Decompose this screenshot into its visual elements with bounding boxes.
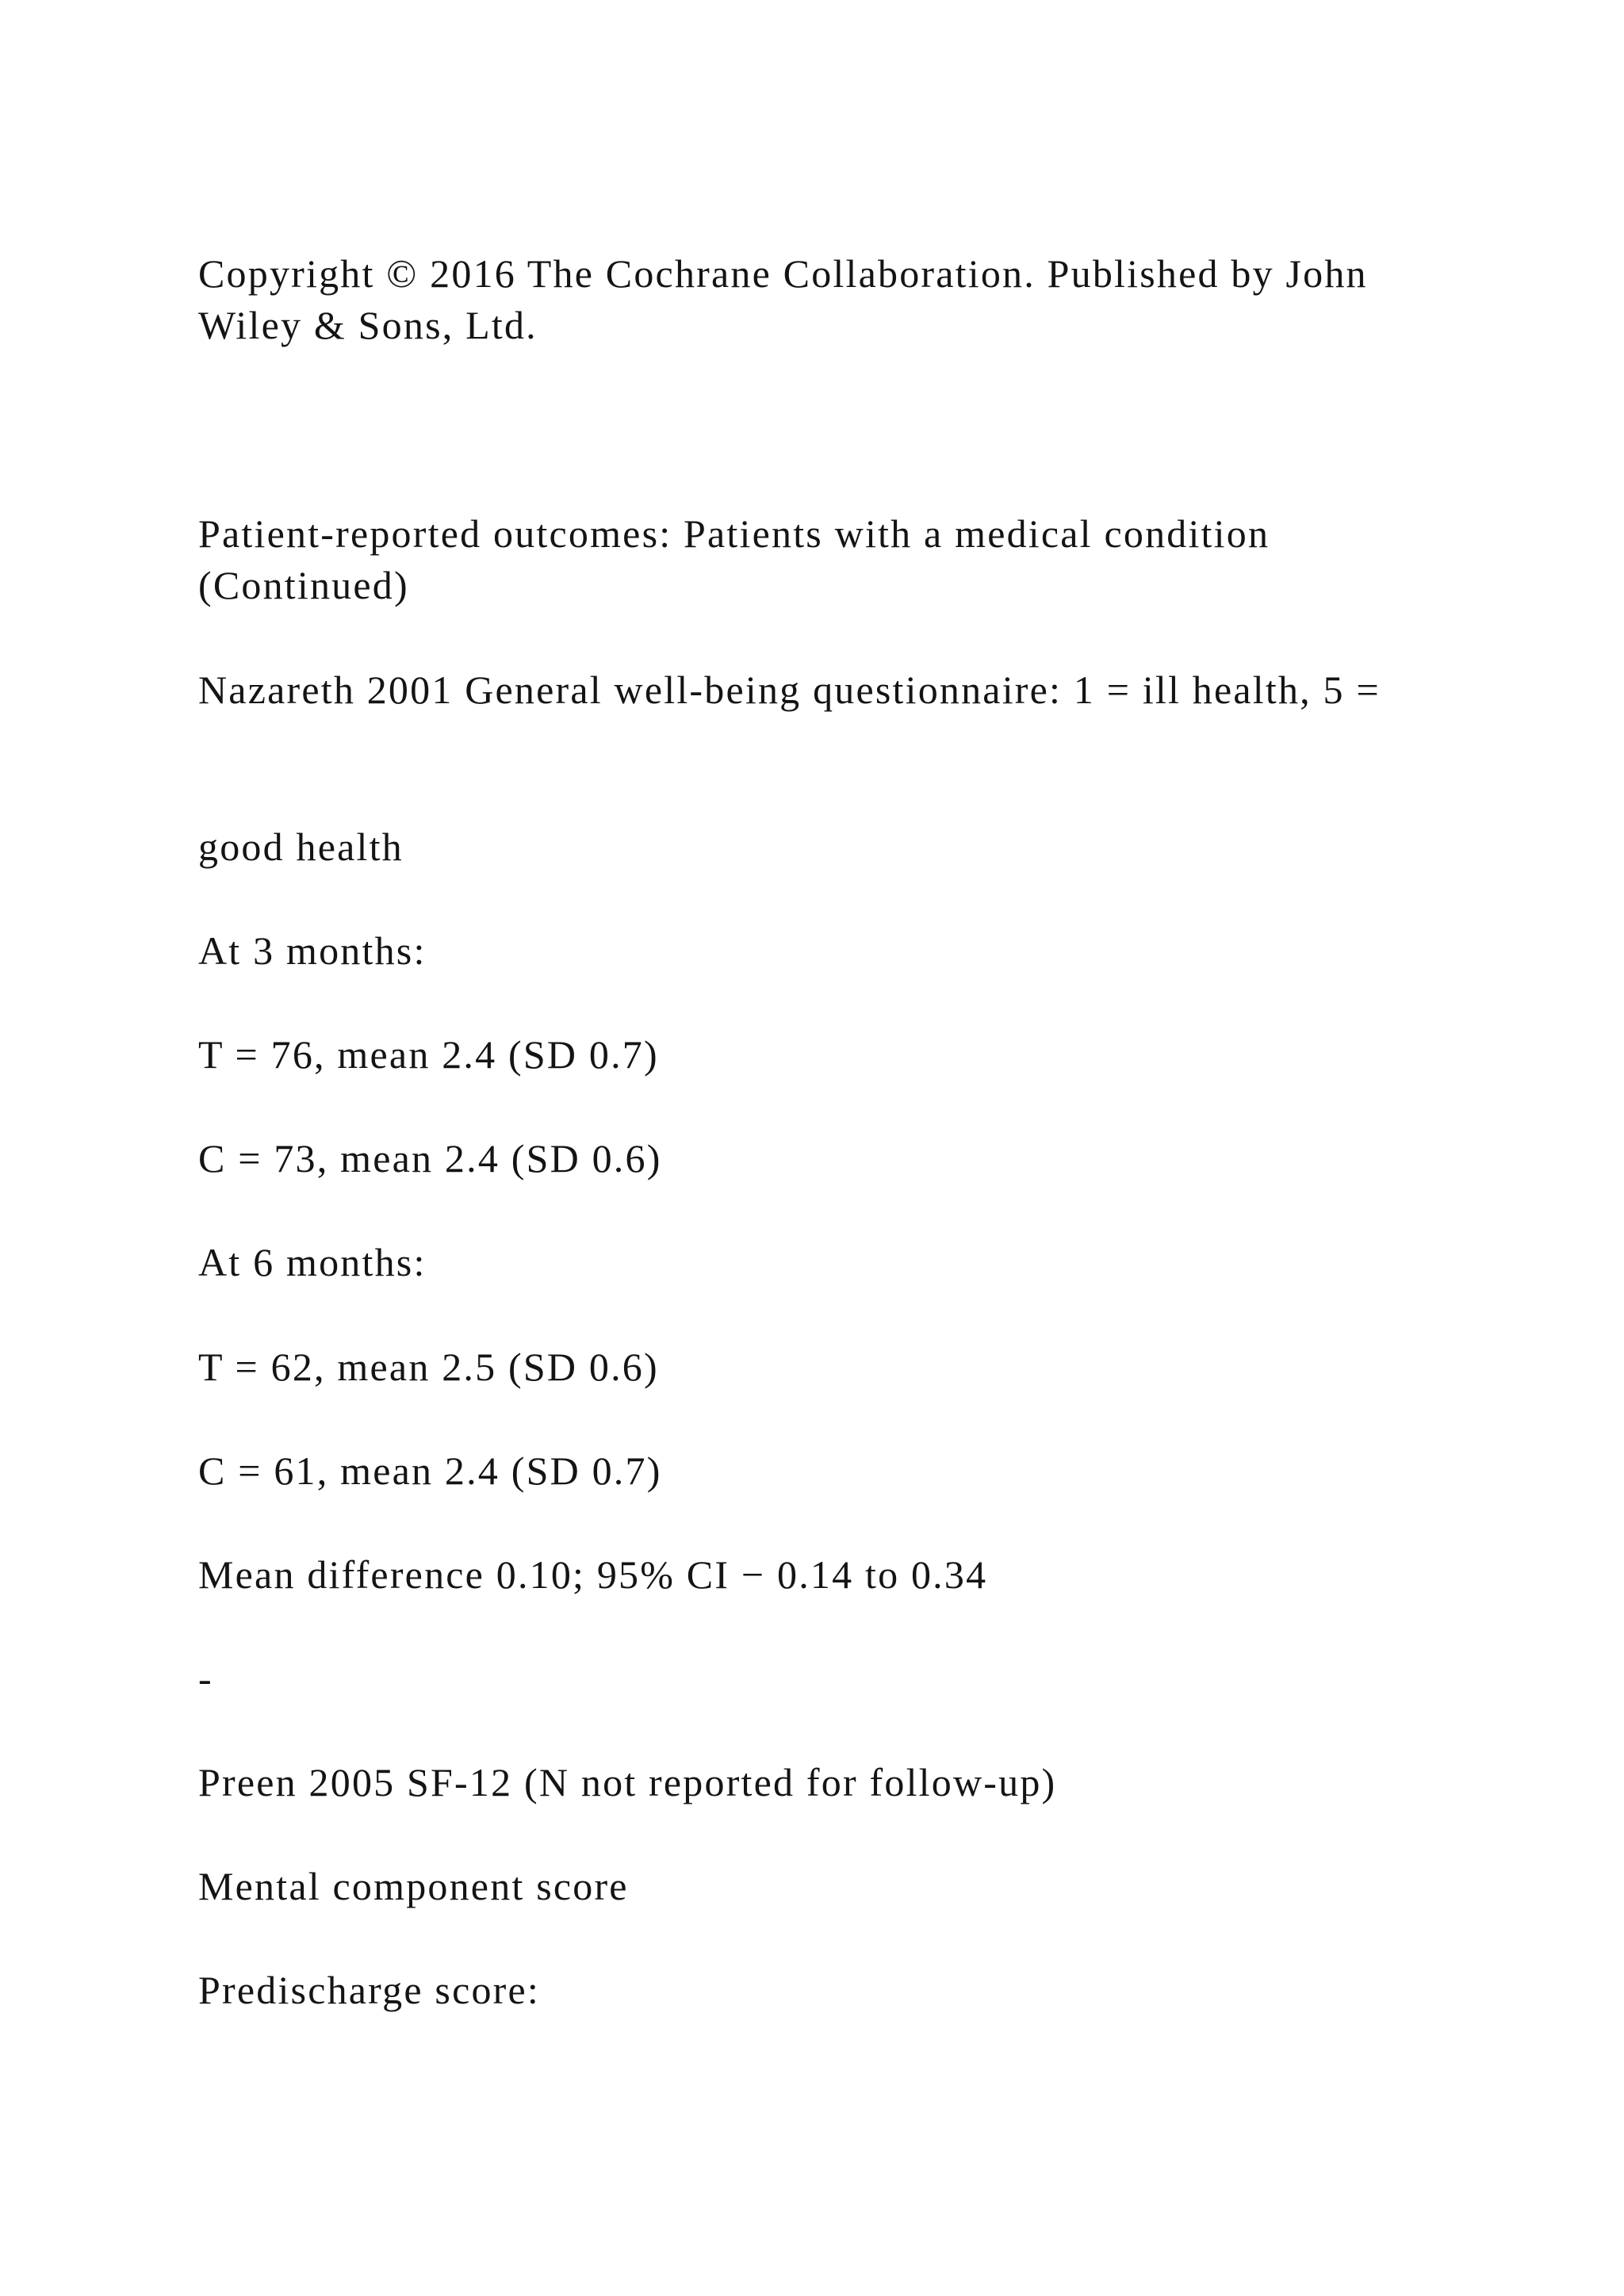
nazareth-intro-continued: good health — [198, 825, 404, 869]
treatment-3-months: T = 76, mean 2.4 (SD 0.7) — [198, 1032, 659, 1077]
heading-6-months: At 6 months: — [198, 1240, 427, 1284]
mean-difference: Mean difference 0.10; 95% CI − 0.14 to 0.34 — [198, 1552, 988, 1597]
control-6-months: C = 61, mean 2.4 (SD 0.7) — [198, 1448, 662, 1493]
predischarge-score: Predischarge score: — [198, 1968, 541, 2012]
copyright-notice: Copyright © 2016 The Cochrane Collaboration. Published by John Wiley & Sons, Ltd. — [198, 251, 1379, 347]
nazareth-intro: Nazareth 2001 General well-being questionnaire: 1 = ill health, 5 = — [198, 668, 1381, 712]
section-heading: Patient-reported outcomes: Patients with a medical condition (Continued) — [198, 511, 1281, 607]
mental-component-score: Mental component score — [198, 1864, 629, 1908]
heading-3-months: At 3 months: — [198, 928, 427, 973]
preen-intro: Preen 2005 SF-12 (N not reported for follow-up) — [198, 1760, 1057, 1804]
treatment-6-months: T = 62, mean 2.5 (SD 0.6) — [198, 1345, 659, 1389]
separator-dash: - — [198, 1656, 213, 1701]
control-3-months: C = 73, mean 2.4 (SD 0.6) — [198, 1136, 662, 1181]
